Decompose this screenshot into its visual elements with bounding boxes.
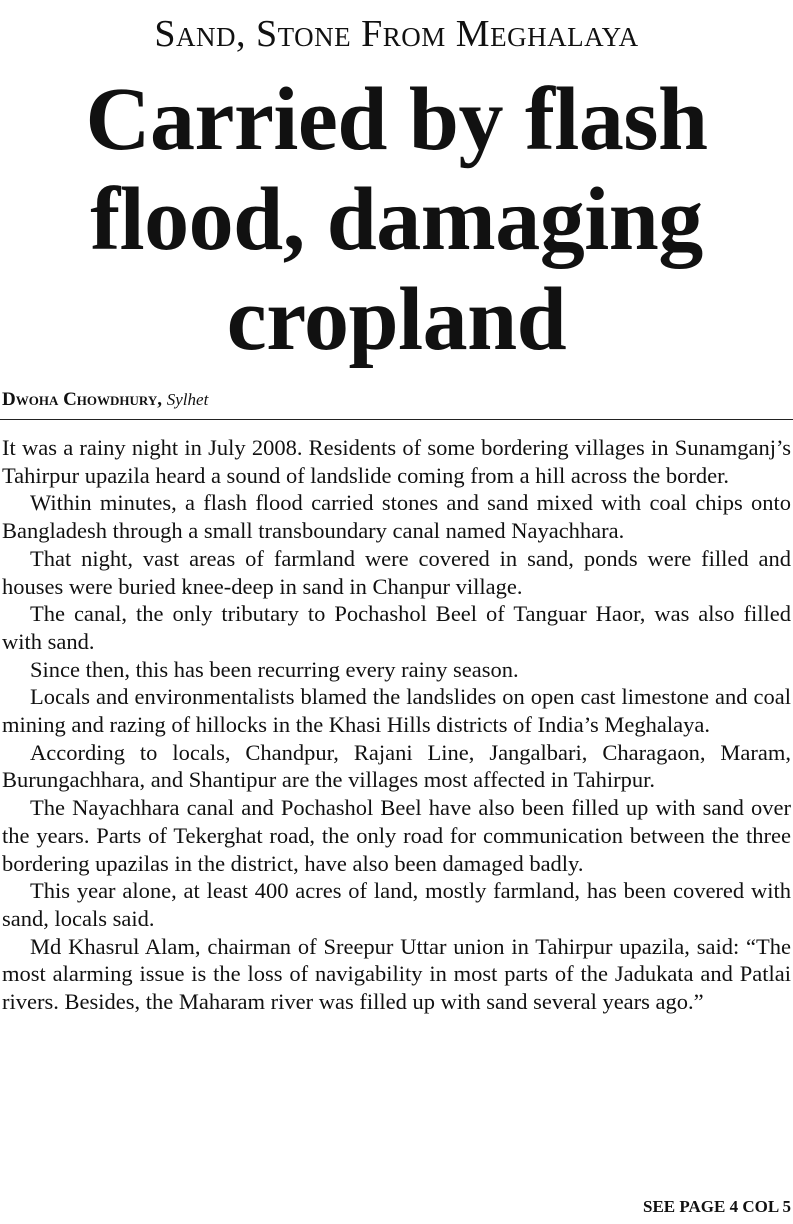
article-paragraph: Md Khasrul Alam, chairman of Sreepur Uttar union in Tahirpur upazila, said: “The most alarming issue is the loss of navigability in most parts of the Jadukata and Patlai rivers. Besides, the Maharam river was filled up with sand several years ago.” xyxy=(2,933,791,1015)
article-paragraph: Within minutes, a flash flood carried stones and sand mixed with coal chips onto Bangladesh through a small transboundary canal named Nayachhara. xyxy=(2,490,791,544)
article-paragraph: This year alone, at least 400 acres of land, mostly farmland, has been covered with sand, locals said. xyxy=(2,878,791,931)
article-paragraph: It was a rainy night in July 2008. Residents of some bordering villages in Sunamganj’s Tahirpur upazila heard a sound of landslide coming from a hill across the border. xyxy=(2,435,791,488)
headline-line: flood, damaging xyxy=(90,170,703,269)
article-paragraph: According to locals, Chandpur, Rajani Line, Jangalbari, Charagaon, Maram, Burungachhara, and Shantipur are the villages most affected in Tahirpur. xyxy=(2,739,791,793)
article-body xyxy=(2,434,791,1016)
byline xyxy=(2,388,208,412)
byline-location: Sylhet xyxy=(166,390,209,409)
article-paragraph: Since then, this has been recurring every rainy season. xyxy=(30,656,519,682)
main-headline xyxy=(0,70,793,370)
kicker-headline: Sand, Stone From Meghalaya xyxy=(154,13,639,55)
article-paragraph: The canal, the only tributary to Pochashol Beel of Tanguar Haor, was also filled with sand. xyxy=(2,601,791,654)
article-paragraph: That night, vast areas of farmland were covered in sand, ponds were filled and houses were buried knee-deep in sand in Chanpur village. xyxy=(2,545,791,599)
headline-line: Carried by flash xyxy=(85,70,708,169)
byline-divider xyxy=(0,419,793,420)
headline-line: cropland xyxy=(226,270,567,369)
byline-author: Dwoha Chowdhury, xyxy=(2,389,162,410)
continuation-jump-line: SEE PAGE 4 COL 5 xyxy=(643,1197,791,1216)
article-paragraph: Locals and environmentalists blamed the landslides on open cast limestone and coal mining and razing of hillocks in the Khasi Hills districts of India’s Meghalaya. xyxy=(2,684,791,738)
article-paragraph: The Nayachhara canal and Pochashol Beel have also been filled up with sand over the years. Parts of Tekerghat road, the only road for communication between the three bordering upazilas in the district, have also been damaged badly. xyxy=(2,795,791,876)
